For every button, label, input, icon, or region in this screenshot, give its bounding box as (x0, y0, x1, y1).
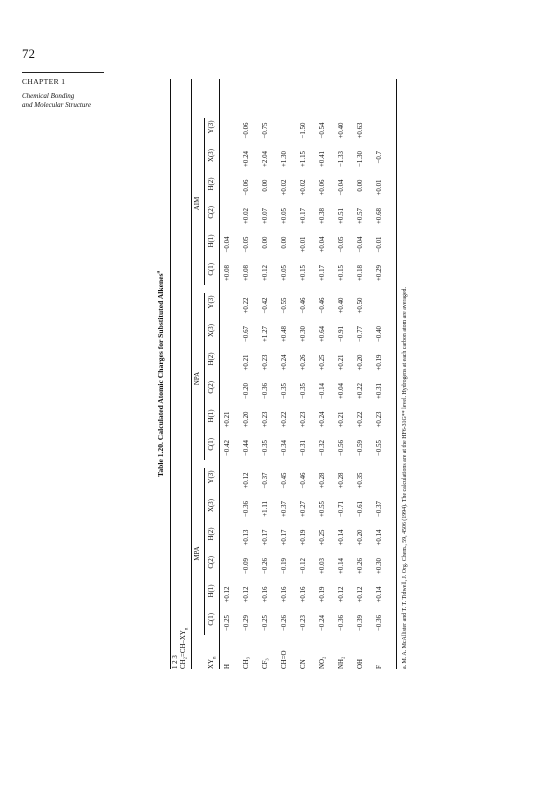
table-cell: −0.7 (376, 151, 383, 164)
chapter-subtitle-line2: and Molecular Structure (22, 100, 91, 109)
table-cell: +0.16 (262, 586, 269, 603)
table-cell: −0.36 (338, 615, 345, 631)
table-cell: +0.14 (376, 586, 383, 603)
table-row (281, 79, 290, 669)
table-cell: −0.75 (262, 122, 269, 139)
table-cell: 0.00 (357, 179, 364, 192)
table-cell: +0.01 (300, 236, 307, 253)
table-cell: +0.26 (300, 354, 307, 371)
table-cell: −1.33 (338, 151, 345, 167)
table-cell: +0.37 (281, 501, 288, 517)
column-header-aim-2: C(2) (208, 206, 215, 219)
table-cell: +0.48 (281, 326, 288, 342)
table-cell: 0.00 (262, 236, 269, 249)
table-cell: +0.05 (281, 265, 288, 281)
row-label: NH₂ (338, 656, 345, 669)
column-header-npa-4: X(3) (208, 324, 215, 338)
table-cell: +0.29 (376, 265, 383, 281)
table-cell: −0.09 (243, 558, 250, 574)
table-row (319, 79, 328, 669)
table-cell: +0.03 (319, 558, 326, 574)
table-cell: −0.25 (262, 615, 269, 631)
column-header-npa-3: H(2) (208, 352, 215, 366)
table-cell: −0.06 (243, 122, 250, 139)
column-header-npa-0: C(1) (208, 438, 215, 451)
table-cell: +0.20 (243, 411, 250, 428)
group-mpa: MPA (194, 546, 201, 561)
table-cell: +0.17 (262, 529, 269, 546)
table-cell: −0.71 (338, 501, 345, 517)
row-label: NO₂ (319, 656, 326, 669)
table-cell: +0.68 (376, 208, 383, 224)
table-cell: −0.37 (262, 472, 269, 489)
table-cell: −0.46 (300, 472, 307, 489)
table-cell: −0.36 (243, 501, 250, 517)
table-cell: +0.28 (338, 472, 345, 489)
table-cell: +0.63 (357, 122, 364, 139)
row-label-header: $XY_n$ (208, 656, 218, 669)
table-cell: −0.42 (262, 297, 269, 314)
table-cell: −0.19 (281, 558, 288, 574)
table-cell: −0.05 (243, 236, 250, 253)
table-cell: −0.42 (224, 440, 231, 456)
table-cell: −0.91 (338, 326, 345, 342)
table-top-rule (170, 79, 171, 669)
table-cell: +0.26 (357, 558, 364, 574)
table-cell: +0.51 (338, 208, 345, 224)
table-cell: +0.22 (357, 411, 364, 428)
table-cell: −0.77 (357, 326, 364, 342)
table-cell: +0.23 (262, 354, 269, 371)
table-cell: +0.21 (243, 354, 250, 371)
table-cell: −0.14 (319, 383, 326, 399)
table-cell: −1.30 (357, 151, 364, 167)
table-cell: +0.21 (338, 354, 345, 371)
table-cell: −0.32 (319, 440, 326, 456)
group-aim: AIM (194, 196, 201, 211)
table-cell: +0.28 (319, 472, 326, 489)
table-cell: +0.16 (281, 586, 288, 603)
chapter-label: CHAPTER 1 (22, 77, 66, 86)
table-cell: −0.55 (281, 297, 288, 314)
table-cell: +0.23 (262, 411, 269, 428)
table-cell: −0.06 (243, 179, 250, 196)
row-label: H (224, 664, 231, 669)
table-cell: +0.12 (243, 472, 250, 489)
table-cell: −0.35 (300, 383, 307, 399)
table-cell: +0.23 (376, 411, 383, 428)
table-cell: −0.35 (281, 383, 288, 399)
table-cell: −0.23 (300, 615, 307, 631)
table-cell: +0.04 (338, 383, 345, 399)
table-cell: +0.25 (319, 529, 326, 546)
table-cell: +0.06 (319, 179, 326, 196)
charges-table (156, 79, 428, 669)
table-cell: −0.39 (357, 615, 364, 631)
table-cell: −0.45 (281, 472, 288, 489)
column-header-mpa-3: H(2) (208, 527, 215, 541)
table-cell: −0.46 (300, 297, 307, 314)
table-cell: +1.27 (262, 326, 269, 342)
table-cell: +0.21 (338, 411, 345, 428)
table-bottom-rule (396, 79, 397, 669)
table-cell: +0.12 (338, 586, 345, 603)
table-cell: +0.40 (338, 297, 345, 314)
table-cell: +0.19 (300, 529, 307, 546)
table-cell: +2.04 (262, 151, 269, 167)
table-cell: +0.30 (300, 326, 307, 342)
table-cell: +0.19 (319, 586, 326, 603)
chapter-subtitle-line1: Chemical Bonding (22, 92, 75, 100)
table-cell: −0.12 (300, 558, 307, 574)
table-cell: −0.04 (357, 236, 364, 253)
table-cell: +0.31 (376, 383, 383, 399)
table-cell: +0.08 (243, 265, 250, 281)
table-cell: +0.01 (376, 179, 383, 196)
table-cell: −0.35 (262, 440, 269, 456)
table-cell: +0.22 (243, 297, 250, 314)
table-cell: +0.55 (319, 501, 326, 517)
table-cell: −0.56 (338, 440, 345, 456)
table-cell: +0.38 (319, 208, 326, 224)
group-npa: NPA (194, 371, 201, 386)
table-cell: +1.30 (281, 151, 288, 167)
table-cell: −0.26 (281, 615, 288, 631)
table-cell: −0.59 (357, 440, 364, 456)
column-header-aim-3: H(2) (208, 177, 215, 191)
table-cell: −1.50 (300, 122, 307, 139)
table-cell: +0.17 (300, 208, 307, 224)
table-cell: −0.31 (300, 440, 307, 456)
table-cell: +0.23 (300, 411, 307, 428)
table-cell: +0.21 (224, 411, 231, 428)
table-cell: +1.15 (300, 151, 307, 167)
group-aim-rule (204, 118, 205, 285)
table-cell: −0.04 (224, 236, 231, 253)
table-cell: +0.14 (376, 529, 383, 546)
table-row (376, 79, 385, 669)
row-label: OH (357, 659, 364, 669)
table-cell: +0.40 (338, 122, 345, 139)
table-cell: −0.36 (262, 383, 269, 399)
table-title: Table 1.20. Calculated Atomic Charges for Substituted Alkenes$^a$ (156, 270, 165, 478)
row-label: CF₃ (262, 658, 269, 669)
page-number: 72 (22, 46, 35, 61)
group-mpa-rule (204, 468, 205, 635)
table-cell: +0.27 (300, 501, 307, 517)
column-header-npa-1: H(1) (208, 409, 215, 423)
table-cell: +0.02 (243, 208, 250, 224)
table-row (224, 79, 233, 669)
table-cell: 0.00 (262, 179, 269, 192)
table-cell: +0.04 (319, 236, 326, 253)
table-row (262, 79, 271, 669)
table-cell: −0.61 (357, 501, 364, 517)
table-cell: −0.54 (319, 122, 326, 139)
table-cell: +0.25 (319, 354, 326, 371)
table-cell: +0.24 (243, 151, 250, 167)
table-row (300, 79, 309, 669)
row-label: CH₃ (243, 657, 250, 669)
formula-rule (191, 79, 192, 669)
table-cell: −0.67 (243, 326, 250, 342)
table-cell: −0.37 (376, 501, 383, 517)
header-rule (219, 79, 220, 669)
table-cell: +0.24 (281, 354, 288, 371)
table-cell: +0.16 (300, 586, 307, 603)
table-cell: +0.19 (376, 354, 383, 371)
table-cell: +0.14 (338, 529, 345, 546)
table-cell: −0.46 (319, 297, 326, 314)
table-cell: +0.17 (281, 529, 288, 546)
group-npa-rule (204, 293, 205, 460)
row-label: CN (300, 659, 307, 669)
table-cell: +0.12 (224, 586, 231, 603)
table-cell: +0.64 (319, 326, 326, 342)
table-cell: −0.55 (376, 440, 383, 456)
table-cell: −0.04 (338, 179, 345, 196)
table-footnote: a. M. A. McAllister and T. T. Tidwell, J. Org. Chem., 59, 4506 (1994). The calculations are at the HF6-31G** level. Hydrogens at each carbon atom are averaged. (402, 287, 408, 669)
running-head (22, 72, 104, 109)
table-cell: +0.15 (300, 265, 307, 281)
table-cell: −0.36 (376, 615, 383, 631)
table-cell: +0.22 (281, 411, 288, 428)
table-cell: −0.29 (243, 615, 250, 631)
column-header-aim-4: X(3) (208, 149, 215, 163)
table-cell: +0.15 (338, 265, 345, 281)
table-cell: +0.14 (338, 558, 345, 574)
table-cell: +0.13 (243, 529, 250, 546)
table-cell: +0.24 (319, 411, 326, 428)
column-header-aim-5: Y(3) (208, 120, 215, 134)
table-cell: −0.40 (376, 326, 383, 342)
row-label: CH=O (281, 650, 288, 669)
table-row (357, 79, 366, 669)
table-cell: +0.17 (319, 265, 326, 281)
column-header-mpa-5: Y(3) (208, 470, 215, 484)
table-cell: +0.12 (357, 586, 364, 603)
running-head-rule (22, 72, 104, 73)
formula: $CH_2=CH-XY_n$ (180, 627, 190, 669)
column-header-npa-2: C(2) (208, 381, 215, 394)
table-cell: −0.25 (224, 615, 231, 631)
table-cell: +1.11 (262, 501, 269, 517)
table-cell: −0.34 (281, 440, 288, 456)
table-cell: −0.26 (262, 558, 269, 574)
table-row (243, 79, 252, 669)
table-cell: +0.41 (319, 151, 326, 167)
table-cell: +0.50 (357, 297, 364, 314)
table-cell: +0.57 (357, 208, 364, 224)
column-header-mpa-2: C(2) (208, 556, 215, 569)
column-header-npa-5: Y(3) (208, 295, 215, 309)
table-cell: +0.08 (224, 265, 231, 281)
row-label: F (376, 665, 383, 669)
column-header-aim-0: C(1) (208, 263, 215, 276)
table-cell: +0.05 (281, 208, 288, 224)
table-cell: −0.01 (376, 236, 383, 253)
table-row (338, 79, 347, 669)
table-cell: 0.00 (281, 236, 288, 249)
column-header-mpa-4: X(3) (208, 499, 215, 513)
table-cell: +0.22 (357, 383, 364, 399)
column-header-aim-1: H(1) (208, 234, 215, 248)
table-cell: +0.20 (357, 529, 364, 546)
column-header-mpa-1: H(1) (208, 584, 215, 598)
table-cell: +0.02 (300, 179, 307, 196)
table-cell: +0.35 (357, 472, 364, 489)
table-cell: −0.20 (243, 383, 250, 399)
table-cell: +0.07 (262, 208, 269, 224)
table-cell: +0.12 (243, 586, 250, 603)
column-header-mpa-0: C(1) (208, 613, 215, 626)
table-cell: +0.18 (357, 265, 364, 281)
table-cell: −0.24 (319, 615, 326, 631)
table-cell: +0.02 (281, 179, 288, 196)
table-cell: +0.20 (357, 354, 364, 371)
table-cell: −0.05 (338, 236, 345, 253)
formula-numbering: 1 2 3 (172, 655, 179, 669)
table-cell: +0.30 (376, 558, 383, 574)
table-cell: −0.44 (243, 440, 250, 456)
table-cell: +0.12 (262, 265, 269, 281)
